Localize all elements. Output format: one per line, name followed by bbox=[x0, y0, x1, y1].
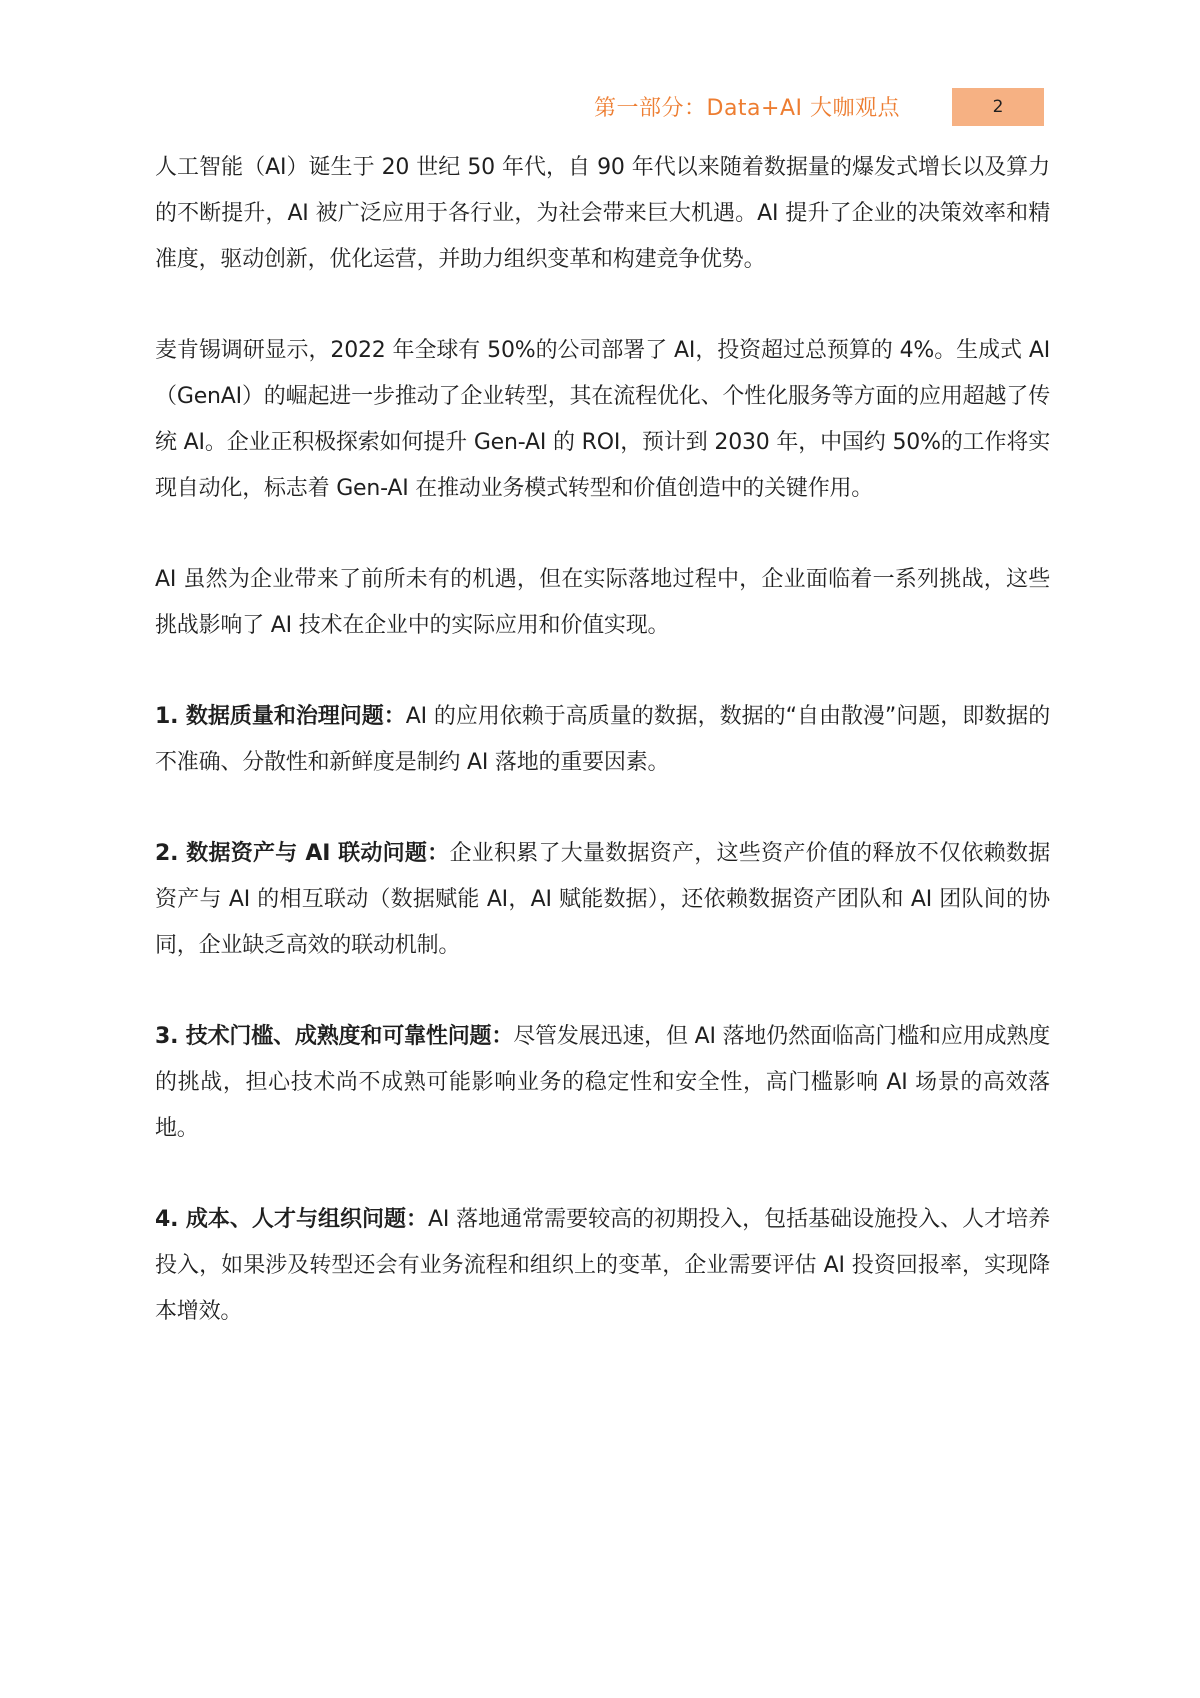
section-title: 第一部分：Data+AI 大咖观点 bbox=[594, 96, 900, 121]
page-header bbox=[0, 88, 1200, 128]
paragraph-text: AI 虽然为企业带来了前所未有的机遇，但在实际落地过程中，企业面临着一系列挑战，这些挑战影响了 AI 技术在企业中的实际应用和价值实现。 bbox=[155, 567, 1050, 638]
issue-3-heading: 3. 技术门槛、成熟度和可靠性问题： bbox=[155, 1024, 514, 1049]
paragraph-challenges bbox=[155, 557, 1050, 649]
issue-4-text: AI 落地通常需要较高的初期投入，包括基础设施投入、人才培养投入，如果涉及转型还会有业务流程和组织上的变革，企业需要评估 AI 投资回报率，实现降本增效。 bbox=[155, 1207, 1050, 1324]
issue-1-heading: 1. 数据质量和治理问题： bbox=[155, 704, 406, 729]
issue-1-text: AI 的应用依赖于高质量的数据，数据的“自由散漫”问题，即数据的不准确、分散性和新鲜度是制约 AI 落地的重要因素。 bbox=[155, 704, 1050, 775]
issue-4-heading: 4. 成本、人才与组织问题： bbox=[155, 1207, 428, 1232]
paragraph-issue-3 bbox=[155, 1014, 1050, 1152]
issue-2-heading: 2. 数据资产与 AI 联动问题： bbox=[155, 841, 450, 866]
paragraph-intro bbox=[155, 145, 1050, 283]
issue-2-text: 企业积累了大量数据资产，这些资产价值的释放不仅依赖数据资产与 AI 的相互联动（数据赋能 AI，AI 赋能数据），还依赖数据资产团队和 AI 团队间的协同，企业缺乏高效的联动机制。 bbox=[155, 841, 1050, 958]
paragraph-issue-1 bbox=[155, 694, 1050, 786]
paragraph-mckinsey bbox=[155, 328, 1050, 512]
body-content bbox=[155, 145, 1050, 1380]
issue-3-text: 尽管发展迅速，但 AI 落地仍然面临高门槛和应用成熟度的挑战，担心技术尚不成熟可能影响业务的稳定性和安全性，高门槛影响 AI 场景的高效落地。 bbox=[155, 1024, 1050, 1141]
paragraph-text: 麦肯锡调研显示，2022 年全球有 50%的公司部署了 AI，投资超过总预算的 4%。生成式 AI（GenAI）的崛起进一步推动了企业转型，其在流程优化、个性化服务等方面的应用超越了传统 AI。企业正积极探索如何提升 Gen-AI 的 ROI，预计到 2030 年，中国约 50%的工作将实现自动化，标志着 Gen-AI 在推动业务模式转型和价值创造中的关键作用。 bbox=[155, 338, 1050, 501]
paragraph-issue-4 bbox=[155, 1197, 1050, 1335]
page-number-badge: 2 bbox=[952, 88, 1044, 126]
paragraph-issue-2 bbox=[155, 831, 1050, 969]
paragraph-text: 人工智能（AI）诞生于 20 世纪 50 年代，自 90 年代以来随着数据量的爆发式增长以及算力的不断提升，AI 被广泛应用于各行业，为社会带来巨大机遇。AI 提升了企业的决策效率和精准度，驱动创新，优化运营，并助力组织变革和构建竞争优势。 bbox=[155, 155, 1050, 272]
